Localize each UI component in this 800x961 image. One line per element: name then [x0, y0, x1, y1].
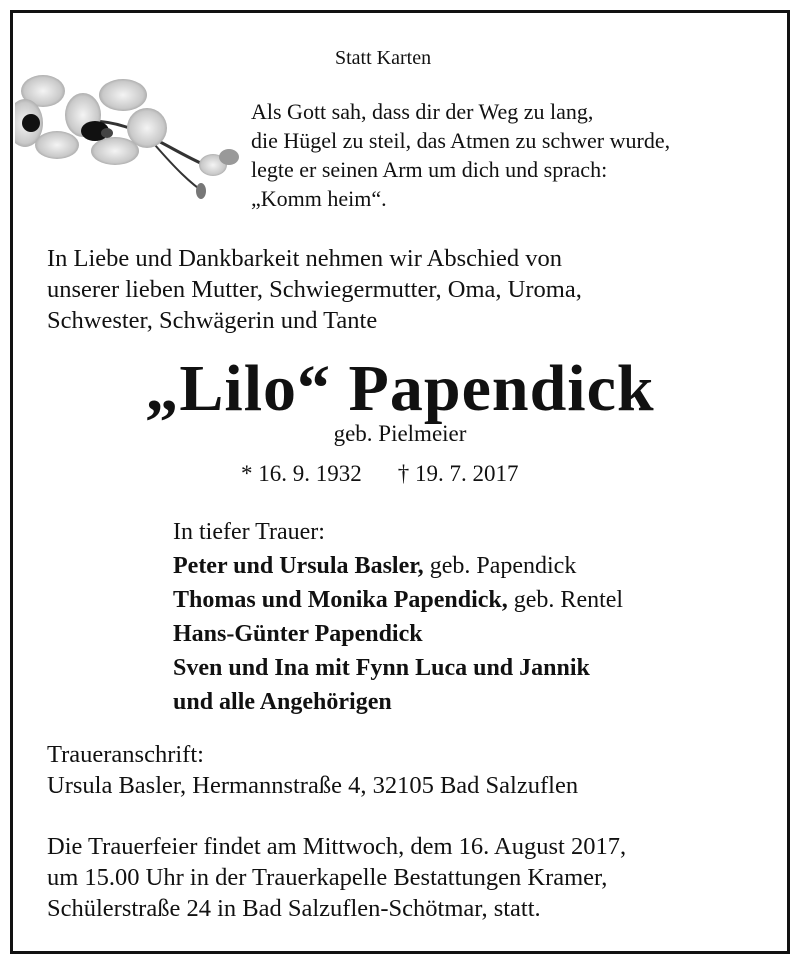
mourner-note: geb. Papendick — [423, 553, 577, 579]
poem — [251, 97, 670, 213]
orchid-image — [15, 53, 255, 213]
mourning-address — [47, 739, 578, 801]
poem-line: legte er seinen Arm um dich und sprach: — [251, 157, 608, 182]
service-line: Die Trauerfeier findet am Mittwoch, dem 16. August 2017, — [47, 833, 627, 860]
mourner-note: geb. Rentel — [507, 587, 624, 613]
birth-date: * 16. 9. 1932 — [241, 461, 362, 486]
heading-statt-karten: Statt Karten — [335, 47, 432, 69]
poem-line: die Hügel zu steil, das Atmen zu schwer wurde, — [251, 128, 671, 153]
intro-line: Schwester, Schwägerin und Tante — [47, 307, 378, 334]
mourner-name: Thomas und Monika Papendick, — [173, 587, 508, 613]
mourner-row — [173, 617, 623, 651]
mourner-row — [173, 651, 623, 685]
poem-line: Als Gott sah, dass dir der Weg zu lang, — [251, 99, 594, 124]
service-line: um 15.00 Uhr in der Trauerkapelle Bestattungen Kramer, — [47, 864, 608, 891]
service-line: Schülerstraße 24 in Bad Salzuflen-Schötmar, statt. — [47, 895, 541, 922]
funeral-service-info — [47, 831, 626, 924]
mourner-name: Sven und Ina mit Fynn Luca und Jannik — [173, 655, 590, 681]
mourner-row — [173, 583, 623, 617]
mourner-name: Hans-Günter Papendick — [173, 621, 423, 647]
intro-line: In Liebe und Dankbarkeit nehmen wir Abschied von — [47, 245, 563, 272]
address-text: Ursula Basler, Hermannstraße 4, 32105 Bad Salzuflen — [47, 772, 579, 799]
intro-line: unserer lieben Mutter, Schwiegermutter, Oma, Uroma, — [47, 276, 582, 303]
deceased-name: „Lilo“ Papendick — [145, 352, 655, 425]
mourner-name: Peter und Ursula Basler, — [173, 553, 424, 579]
maiden-name: geb. Pielmeier — [333, 421, 467, 446]
death-date: † 19. 7. 2017 — [397, 461, 519, 486]
intro-text — [47, 243, 582, 336]
poem-line: „Komm heim“. — [251, 186, 387, 211]
mourner-name: und alle Angehörigen — [173, 689, 392, 715]
life-dates — [241, 461, 519, 487]
obituary-notice — [10, 10, 790, 954]
address-label: Traueranschrift: — [47, 741, 204, 768]
mourner-row — [173, 549, 623, 583]
mourners-intro: In tiefer Trauer: — [173, 519, 325, 545]
mourners-list — [173, 515, 623, 719]
mourner-row — [173, 685, 623, 719]
